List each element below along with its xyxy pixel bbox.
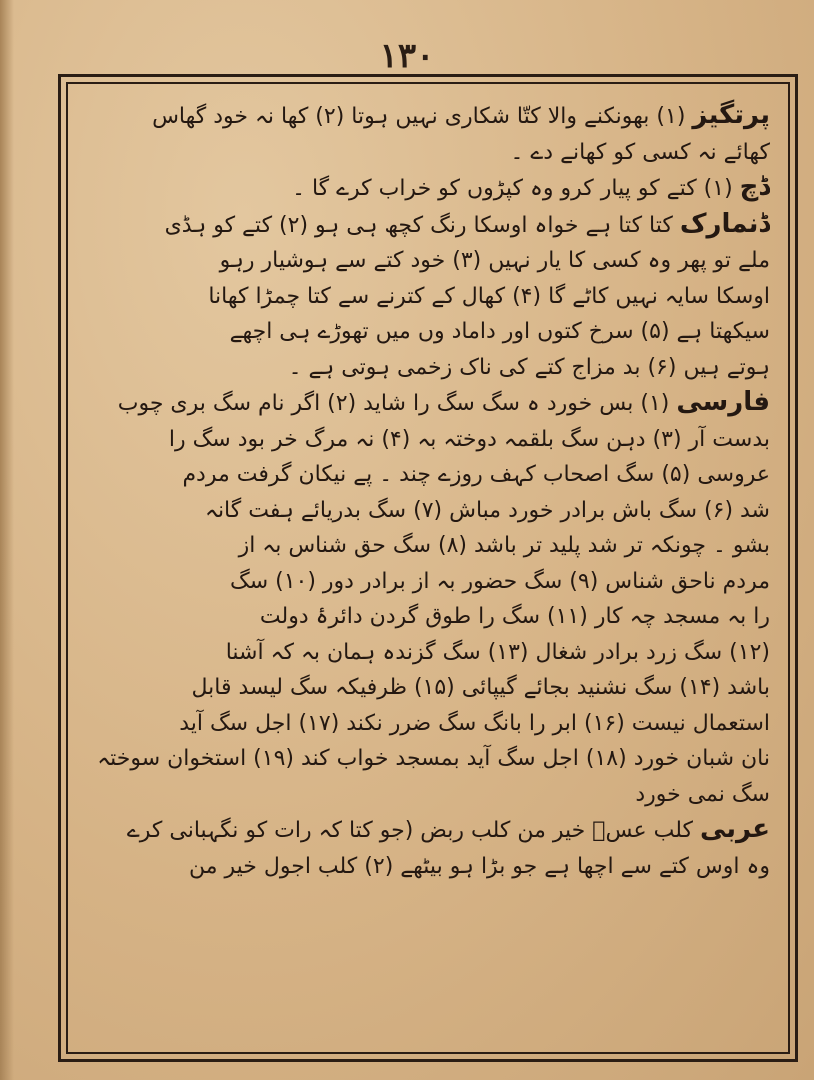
text-line: [82, 279, 770, 315]
text-line: [82, 706, 770, 742]
text-line: [82, 849, 770, 885]
language-heading: ڈنمارک: [679, 208, 770, 239]
text-line: [82, 528, 770, 564]
text-line: [82, 741, 770, 777]
line-text: کتا کتا ہے خواہ اوسکا رنگ کچھ ہی ہو (۲) کتے کو ہڈی: [164, 212, 680, 238]
line-text: (۱) بھونکنے والا کتّا شکاری نہیں ہوتا (۲) کھا نہ خود گھاس: [152, 104, 693, 129]
text-line: [82, 135, 770, 171]
line-text: سیکھتا ہے (۵) سرخ کتوں اور داماد وں میں تھوڑے ہی اچھے: [229, 319, 770, 344]
text-line: [82, 493, 770, 529]
line-text: بشو ۔ چونکہ تر شد پلید تر باشد (۸) سگ حق شناس بہ از: [238, 533, 770, 558]
text-line: [82, 243, 770, 279]
line-text: شد (۶) سگ باش برادر خورد مباش (۷) سگ بدریائے ہفت گانہ: [205, 497, 770, 523]
text-line: [82, 670, 770, 706]
text-line: [82, 207, 770, 244]
line-text: استعمال نیست (۱۶) ابر را بانگ سگ ضرر نکند (۱۷) اجل سگ آید: [179, 710, 770, 736]
language-heading: پرتگیز: [692, 100, 770, 130]
line-text: کلب عسؔ خیر من کلب ربض (جو کتا کہ رات کو نگہبانی کرے: [126, 818, 700, 843]
text-line: [82, 350, 770, 386]
line-text: کھائے نہ کسی کو کھانے دے ۔: [510, 139, 770, 165]
line-text: مردم ناحق شناس (۹) سگ حضور بہ از برادر دور (۱۰) سگ: [230, 568, 770, 594]
line-text: (۱) بس خورد ہ سگ سگ را شاید (۲) اگر نام سگ بری چوب: [117, 391, 677, 416]
language-heading: عربی: [699, 814, 770, 844]
page-number: ۱۳۰: [379, 36, 435, 76]
line-text: سگ نمی خورد: [635, 781, 770, 807]
line-text: عروسی (۵) سگ اصحاب کہف روزے چند ۔ پے نیکان گرفت مردم: [182, 462, 770, 487]
line-text: را بہ مسجد چہ کار (۱۱) سگ را طوق گردن دائرۂ دولت: [259, 604, 770, 629]
language-heading: ڈچ: [739, 172, 770, 202]
page-spine-shadow: [0, 0, 14, 1080]
line-text: نان شبان خورد (۱۸) اجل سگ آید بمسجد خواب کند (۱۹) استخوان سوختہ: [97, 746, 770, 771]
text-line: [82, 98, 770, 135]
text-line: [82, 170, 770, 207]
text-line: [82, 812, 770, 849]
text-line: [82, 777, 770, 813]
line-text: ہوتے ہیں (۶) بد مزاج کتے کی ناک زخمی ہوتی ہے ۔: [288, 354, 770, 380]
text-line: [82, 599, 770, 635]
text-line: [82, 564, 770, 600]
text-line: [82, 385, 770, 422]
line-text: اوسکا سایہ نہیں کاٹے گا (۴) کھال کے کترنے سے کتا چمڑا کھانا: [208, 283, 770, 309]
page-border-inner: [66, 82, 790, 1054]
page-text-body: [82, 98, 770, 884]
text-line: [82, 422, 770, 458]
line-text: باشد (۱۴) سگ نشنید بجائے گیپائی (۱۵) ظرفیکہ سگ لیسد قابل: [191, 675, 770, 700]
line-text: (۱۲) سگ زرد برادر شغال (۱۳) سگ گزندہ ہمان بہ کہ آشنا: [225, 639, 770, 665]
text-line: [82, 635, 770, 671]
line-text: وہ اوس کتے سے اچھا ہے جو بڑا ہو بیٹھے (۲) کلب اجول خیر من: [188, 853, 770, 879]
language-heading: فارسی: [676, 387, 770, 417]
line-text: ملے تو پھر وہ کسی کا یار نہیں (۳) خود کتے سے ہوشیار رہو: [219, 248, 770, 273]
line-text: (۱) کتے کو پیار کرو وہ کپڑوں کو خراب کرے گا ۔: [292, 176, 740, 201]
text-line: [82, 457, 770, 493]
line-text: بدست آر (۳) دہن سگ بلقمہ دوختہ بہ (۴) نہ مرگ خر بود سگ را: [168, 426, 770, 452]
text-line: [82, 314, 770, 350]
